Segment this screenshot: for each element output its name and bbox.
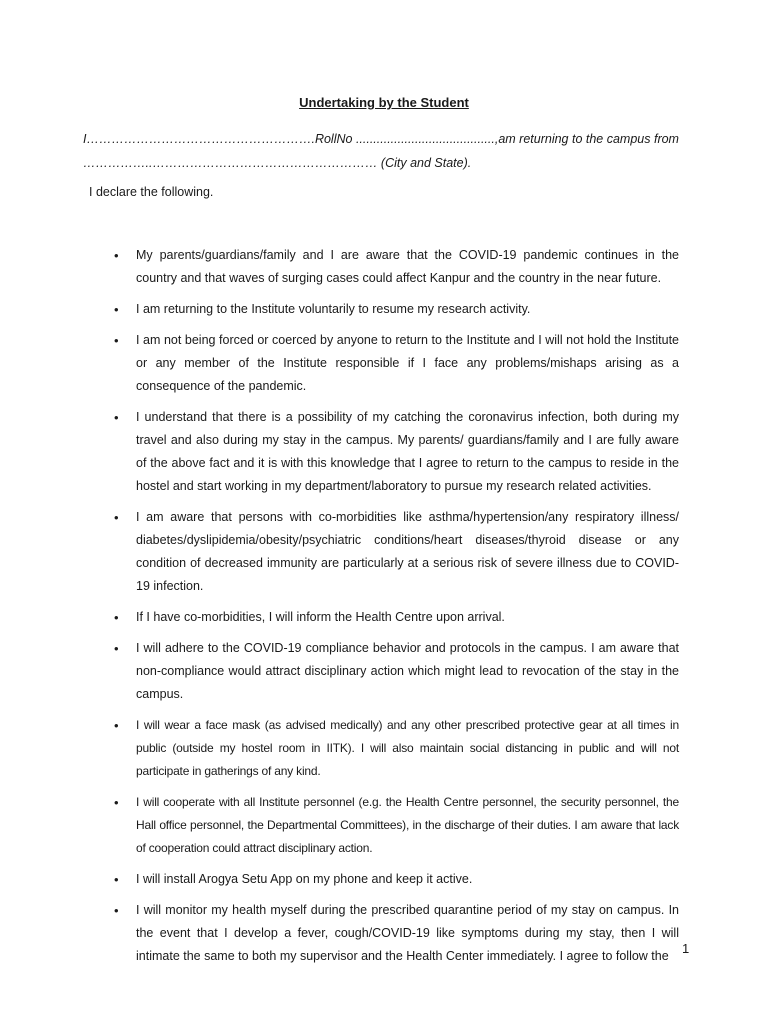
bullet-icon: • (114, 795, 119, 810)
document-title: Undertaking by the Student (299, 95, 469, 110)
city-blank: ……………..……………………………………………… (83, 156, 378, 170)
list-item (0, 298, 768, 321)
bullet-icon: • (114, 903, 119, 918)
list-item (0, 406, 768, 498)
undertaking-list (0, 244, 768, 976)
list-item-text: If I have co-morbidities, I will inform the Health Centre upon arrival. (136, 610, 505, 624)
bullet-icon: • (114, 610, 119, 625)
declaration-intro: I declare the following. (89, 185, 214, 199)
bullet-icon: • (114, 872, 119, 887)
list-item (0, 606, 768, 629)
bullet-icon: • (114, 410, 119, 425)
bullet-icon: • (114, 302, 119, 317)
bullet-icon: • (114, 718, 119, 733)
list-item-text: My parents/guardians/family and I are aware that the COVID-19 pandemic continues in the country and that waves of surging cases could affect Kanpur and the country in the near future. (136, 248, 679, 285)
student-line-1 (83, 132, 679, 146)
list-item-text: I understand that there is a possibility of my catching the coronavirus infection, both during my travel and also during my stay in the campus. My parents/ guardians/family and I are fully aware of the above fact and it is with this knowledge that I agree to return to the campus to reside in the hostel and start working in my department/laboratory to pursue my research related activities. (136, 410, 679, 493)
list-item-text: I am not being forced or coerced by anyone to return to the Institute and I will not hold the Institute or any member of the Institute responsible if I face any problems/mishaps arising as a consequence of the pandemic. (136, 333, 679, 393)
bullet-icon: • (114, 333, 119, 348)
name-blank: I………………………………………………. (83, 132, 315, 146)
list-item (0, 244, 768, 290)
list-item (0, 868, 768, 891)
list-item (0, 899, 768, 968)
rollno-label: RollNo ........................................ (314, 132, 495, 146)
list-item (0, 329, 768, 398)
list-item-text: I will adhere to the COVID-19 compliance behavior and protocols in the campus. I am aware that non-compliance would attract disciplinary action which might lead to revocation of the stay in the campus. (136, 641, 679, 701)
list-item (0, 637, 768, 706)
returning-text: ,am returning to the campus from (494, 132, 679, 146)
list-item-text: I am returning to the Institute voluntarily to resume my research activity. (136, 302, 531, 316)
list-item-text: I will wear a face mask (as advised medically) and any other prescribed protective gear at all times in public (outside my hostel room in IITK). I will also maintain social distancing in public and will not participate in gatherings of any kind. (136, 718, 679, 778)
city-state-label: (City and State). (377, 156, 472, 170)
list-item-text: I will monitor my health myself during the prescribed quarantine period of my stay on campus. In the event that I develop a fever, cough/COVID-19 like symptoms during my stay, then I will intimate the same to both my supervisor and the Health Center immediately. I agree to follow the (136, 903, 679, 963)
list-item (0, 506, 768, 598)
list-item (0, 791, 768, 860)
list-item-text: I am aware that persons with co-morbidities like asthma/hypertension/any respiratory illness/ diabetes/dyslipidemia/obesity/psychiatric conditions/heart diseases/thyroid disease or any condition of decreased immunity are particularly at a serious risk of severe illness due to COVID-19 infection. (136, 510, 679, 593)
bullet-icon: • (114, 510, 119, 525)
student-line-2 (83, 156, 471, 170)
list-item (0, 714, 768, 783)
page-number: 1 (682, 941, 690, 956)
bullet-icon: • (114, 641, 119, 656)
list-item-text: I will cooperate with all Institute personnel (e.g. the Health Centre personnel, the security personnel, the Hall office personnel, the Departmental Committees), in the discharge of their duties. I am aware that lack of cooperation could attract disciplinary action. (136, 795, 679, 855)
list-item-text: I will install Arogya Setu App on my phone and keep it active. (136, 872, 473, 886)
bullet-icon: • (114, 248, 119, 263)
